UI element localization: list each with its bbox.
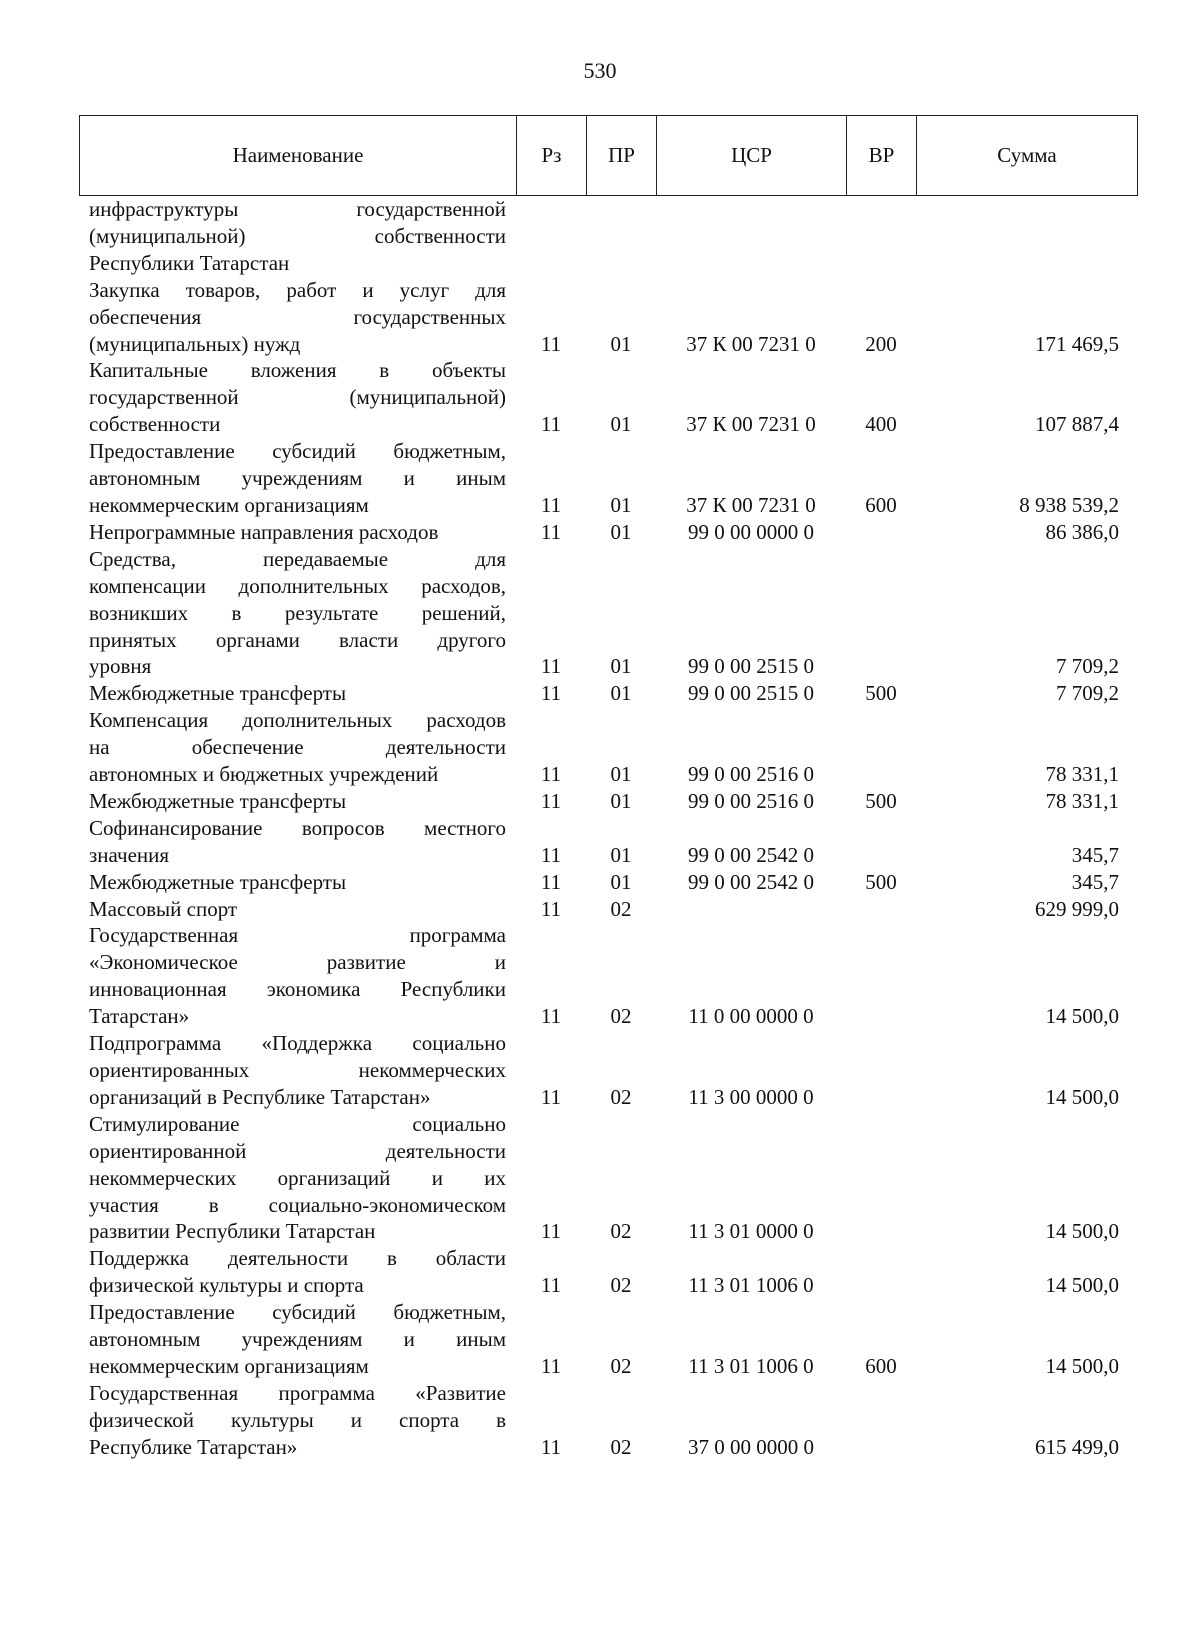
row-csr: 99 0 00 2515 0 — [688, 681, 814, 706]
row-sum: 14 500,0 — [1045, 1084, 1119, 1109]
table-row — [79, 196, 1137, 277]
row-csr: 99 0 00 2515 0 — [688, 654, 814, 679]
row-name — [79, 357, 516, 438]
row-name-line: ориентированных некоммерческих — [89, 1058, 506, 1082]
row-name-line: принятых органами власти другого — [89, 627, 506, 652]
row-rz: 11 — [540, 681, 562, 706]
row-name-line: государственной (муниципальной) — [89, 385, 506, 410]
row-csr: 99 0 00 2516 0 — [688, 762, 814, 787]
row-name-line: Массовый спорт — [89, 896, 238, 921]
row-name-line: физической культуры и спорта в — [89, 1407, 506, 1432]
row-rz: 11 — [540, 1219, 562, 1244]
row-rz: 11 — [540, 654, 562, 679]
row-vr: 500 — [865, 681, 897, 706]
row-name — [79, 519, 516, 546]
row-pr: 01 — [610, 412, 632, 437]
row-csr: 11 3 01 0000 0 — [688, 1219, 814, 1244]
row-vr: 500 — [865, 788, 897, 813]
row-sum: 14 500,0 — [1045, 1273, 1119, 1298]
row-name-line: автономным учреждениям и иным — [89, 466, 506, 491]
row-name-line: Закупка товаров, работ и услуг для — [89, 277, 506, 302]
row-name — [79, 1111, 516, 1246]
row-sum: 629 999,0 — [1035, 896, 1119, 921]
row-name-line: Татарстан» — [89, 1004, 190, 1029]
row-vr: 600 — [865, 1353, 897, 1378]
table-row — [79, 277, 1137, 358]
row-name-line: Софинансирование вопросов местного — [89, 815, 506, 840]
row-name — [79, 546, 516, 681]
column-header-pr: ПР — [587, 116, 657, 196]
table-row — [79, 1030, 1137, 1111]
row-pr: 01 — [610, 331, 632, 356]
table-row — [79, 869, 1137, 896]
row-name-line: Подпрограмма «Поддержка социально — [89, 1031, 506, 1056]
table-row — [79, 707, 1137, 788]
row-name-line: Предоставление субсидий бюджетным, — [89, 1300, 506, 1325]
row-pr: 02 — [610, 1353, 632, 1378]
row-name-line: Средства, передаваемые для — [89, 546, 506, 571]
row-pr: 02 — [610, 896, 632, 921]
row-name-line: некоммерческих организаций и их — [89, 1165, 506, 1190]
row-rz: 11 — [540, 762, 562, 787]
row-pr: 02 — [610, 1004, 632, 1029]
row-name — [79, 815, 516, 869]
row-sum: 107 887,4 — [1035, 412, 1119, 437]
row-name — [79, 788, 516, 815]
row-csr: 37 К 00 7231 0 — [686, 492, 816, 517]
row-pr: 01 — [610, 681, 632, 706]
row-pr: 02 — [610, 1434, 632, 1459]
row-vr: 200 — [865, 331, 897, 356]
row-name — [79, 680, 516, 707]
table-row — [79, 896, 1137, 923]
row-name — [79, 1030, 516, 1111]
row-rz: 11 — [540, 842, 562, 867]
row-name — [79, 869, 516, 896]
row-name-line: Стимулирование социально — [89, 1111, 506, 1136]
row-name — [79, 438, 516, 519]
row-vr: 400 — [865, 412, 897, 437]
row-rz: 11 — [540, 1273, 562, 1298]
row-name-line: Поддержка деятельности в области — [89, 1246, 506, 1271]
table-row — [79, 788, 1137, 815]
row-name-line: компенсации дополнительных расходов, — [89, 573, 506, 598]
row-sum: 78 331,1 — [1045, 762, 1119, 787]
row-name — [79, 922, 516, 1030]
row-name-line: Компенсация дополнительных расходов — [89, 708, 506, 733]
row-csr: 11 3 01 1006 0 — [688, 1273, 814, 1298]
row-rz: 11 — [540, 331, 562, 356]
row-name-line: физической культуры и спорта — [89, 1273, 364, 1298]
row-rz: 11 — [540, 1434, 562, 1459]
row-name-line: Непрограммные направления расходов — [89, 519, 439, 544]
table-row — [79, 357, 1137, 438]
row-name-line: (муниципальных) нужд — [89, 331, 301, 356]
row-name-line: некоммерческим организациям — [89, 1353, 369, 1378]
row-name-line: ориентированной деятельности — [89, 1138, 506, 1163]
row-name-line: обеспечения государственных — [89, 304, 506, 329]
row-csr: 37 0 00 0000 0 — [688, 1434, 814, 1459]
row-name-line: Капитальные вложения в объекты — [89, 358, 506, 383]
row-csr: 37 К 00 7231 0 — [686, 412, 816, 437]
row-name-line: возникших в результате решений, — [89, 600, 506, 625]
row-name-line: инфраструктуры государственной — [89, 197, 506, 221]
table-row — [79, 922, 1137, 1030]
row-pr: 01 — [610, 654, 632, 679]
row-name — [79, 707, 516, 788]
row-name-line: организаций в Республике Татарстан» — [89, 1084, 431, 1109]
table-row — [79, 546, 1137, 681]
table-row — [79, 1299, 1137, 1380]
row-rz: 11 — [540, 1004, 562, 1029]
row-pr: 01 — [610, 842, 632, 867]
row-name — [79, 1380, 516, 1461]
row-pr: 02 — [610, 1084, 632, 1109]
row-name-line: Межбюджетные трансферты — [89, 869, 347, 894]
row-rz: 11 — [540, 896, 562, 921]
table-row — [79, 438, 1137, 519]
table-header — [79, 115, 1138, 196]
row-name-line: Межбюджетные трансферты — [89, 788, 347, 813]
row-csr: 99 0 00 2542 0 — [688, 842, 814, 867]
row-name-line: значения — [89, 842, 170, 867]
row-name-line: Предоставление субсидий бюджетным, — [89, 439, 506, 464]
row-sum: 171 469,5 — [1035, 331, 1119, 356]
table-row — [79, 680, 1137, 707]
row-name-line: автономных и бюджетных учреждений — [89, 762, 439, 787]
row-name-line: Республике Татарстан» — [89, 1434, 298, 1459]
row-name-line: Государственная программа «Развитие — [89, 1380, 506, 1405]
row-name — [79, 196, 516, 277]
row-name — [79, 277, 516, 358]
row-name-line: «Экономическое развитие и — [89, 950, 506, 975]
row-name-line: участия в социально-экономическом — [89, 1192, 506, 1217]
row-csr: 11 0 00 0000 0 — [688, 1004, 814, 1029]
row-csr: 99 0 00 0000 0 — [688, 519, 814, 544]
row-csr: 99 0 00 2516 0 — [688, 788, 814, 813]
row-csr: 11 3 00 0000 0 — [688, 1084, 814, 1109]
row-name-line: Государственная программа — [89, 923, 506, 948]
row-name-line: собственности — [89, 412, 221, 437]
table-row — [79, 1380, 1137, 1461]
row-vr: 600 — [865, 492, 897, 517]
row-name-line: некоммерческим организациям — [89, 492, 369, 517]
row-pr: 01 — [610, 869, 632, 894]
row-name-line: Республики Татарстан — [89, 250, 290, 275]
row-rz: 11 — [540, 1353, 562, 1378]
table-body — [79, 196, 1137, 1461]
row-sum: 615 499,0 — [1035, 1434, 1119, 1459]
column-header-sum: Сумма — [917, 116, 1138, 196]
row-name-line: автономным учреждениям и иным — [89, 1327, 506, 1352]
row-name-line: Межбюджетные трансферты — [89, 681, 347, 706]
row-sum: 345,7 — [1071, 842, 1119, 867]
column-header-rz: Рз — [517, 116, 587, 196]
row-sum: 345,7 — [1071, 869, 1119, 894]
row-rz: 11 — [540, 492, 562, 517]
row-name — [79, 1299, 516, 1380]
row-pr: 01 — [610, 762, 632, 787]
row-pr: 02 — [610, 1219, 632, 1244]
row-pr: 01 — [610, 519, 632, 544]
row-name — [79, 1245, 516, 1299]
row-name-line: развитии Республики Татарстан — [89, 1219, 376, 1244]
row-name-line: (муниципальной) собственности — [89, 223, 506, 248]
row-sum: 14 500,0 — [1045, 1353, 1119, 1378]
row-sum: 8 938 539,2 — [1019, 492, 1119, 517]
row-sum: 7 709,2 — [1056, 681, 1119, 706]
row-rz: 11 — [540, 519, 562, 544]
row-csr: 11 3 01 1006 0 — [688, 1353, 814, 1378]
row-rz: 11 — [540, 788, 562, 813]
row-csr: 37 К 00 7231 0 — [686, 331, 816, 356]
table-row — [79, 815, 1137, 869]
row-rz: 11 — [540, 869, 562, 894]
column-header-vr: ВР — [847, 116, 917, 196]
row-pr: 01 — [610, 788, 632, 813]
row-name-line: на обеспечение деятельности — [89, 735, 506, 760]
row-name-line: уровня — [89, 654, 152, 679]
row-sum: 14 500,0 — [1045, 1004, 1119, 1029]
page-number: 530 — [583, 58, 617, 83]
row-rz: 11 — [540, 1084, 562, 1109]
table-row — [79, 1245, 1137, 1299]
row-sum: 86 386,0 — [1045, 519, 1119, 544]
row-vr: 500 — [865, 869, 897, 894]
row-sum: 78 331,1 — [1045, 788, 1119, 813]
column-header-name: Наименование — [80, 116, 517, 196]
row-name-line: инновационная экономика Республики — [89, 977, 506, 1002]
row-sum: 7 709,2 — [1056, 654, 1119, 679]
row-pr: 01 — [610, 492, 632, 517]
table-row — [79, 1111, 1137, 1246]
table-row — [79, 519, 1137, 546]
row-sum: 14 500,0 — [1045, 1219, 1119, 1244]
row-name — [79, 896, 516, 923]
row-csr: 99 0 00 2542 0 — [688, 869, 814, 894]
row-pr: 02 — [610, 1273, 632, 1298]
row-rz: 11 — [540, 412, 562, 437]
column-header-csr: ЦСР — [657, 116, 847, 196]
